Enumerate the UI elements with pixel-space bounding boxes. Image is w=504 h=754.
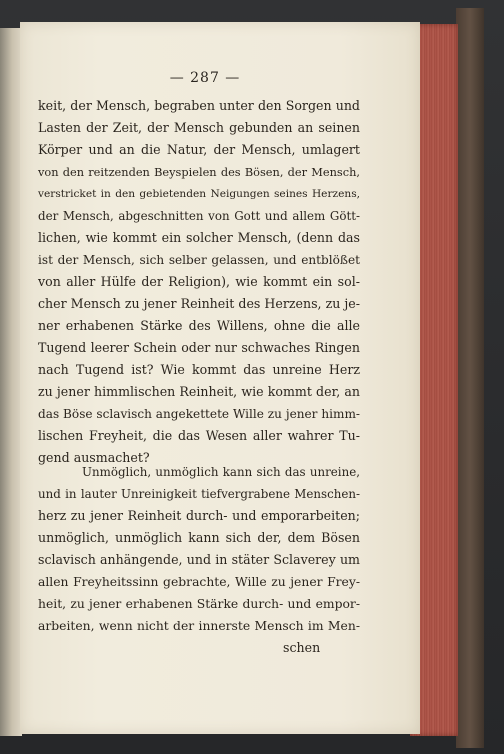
- text-line: herz zu jener Reinheit durch- und emporarbeiten;: [38, 508, 360, 523]
- catchword: schen: [283, 640, 321, 655]
- text-line: Tugend leerer Schein oder nur schwaches Ringen: [38, 340, 360, 355]
- text-line: lichen, wie kommt ein solcher Mensch, (denn das: [38, 230, 360, 245]
- text-line: cher Mensch zu jener Reinheit des Herzens, zu je-: [38, 296, 360, 311]
- text-line: der Mensch, abgeschnitten von Gott und allem Gött-: [38, 209, 360, 223]
- page-number-header: — 287 —: [169, 70, 241, 86]
- text-line: Körper und an die Natur, der Mensch, umlagert: [38, 142, 360, 157]
- text-line: sclavisch anhängende, und in stäter Sclaverey um: [38, 552, 360, 567]
- text-line: unmöglich, unmöglich kann sich der, dem Bösen: [38, 530, 360, 545]
- text-line: verstricket in den gebietenden Neigungen seines Herzens,: [38, 188, 360, 200]
- text-line: und in lauter Unreinigkeit tiefvergrabene Menschen-: [38, 487, 360, 501]
- text-line: von den reitzenden Beyspielen des Bösen, der Mensch,: [38, 165, 360, 179]
- text-line: von aller Hülfe der Religion), wie kommt ein sol-: [38, 274, 360, 289]
- text-line: Unmöglich, unmöglich kann sich das unreine,: [82, 465, 360, 479]
- text-line: das Böse sclavisch angekettete Wille zu jener himm-: [38, 407, 360, 421]
- text-line: arbeiten, wenn nicht der innerste Mensch im Men-: [38, 619, 360, 633]
- paragraph-1: [38, 95, 360, 469]
- text-line: nach Tugend ist? Wie kommt das unreine Herz: [38, 362, 360, 377]
- text-line: ner erhabenen Stärke des Willens, ohne die alle: [38, 318, 360, 333]
- text-line: Lasten der Zeit, der Mensch gebunden an seinen: [38, 120, 360, 135]
- text-line: lischen Freyheit, die das Wesen aller wahrer Tu-: [38, 428, 360, 443]
- paragraph-2: [38, 461, 360, 659]
- text-line: ist der Mensch, sich selber gelassen, und entblößet: [38, 253, 360, 267]
- text-line: zu jener himmlischen Reinheit, wie kommt der, an: [38, 384, 360, 399]
- book-cover-edge: [456, 8, 484, 748]
- text-line: allen Freyheitssinn gebrachte, Wille zu jener Frey-: [38, 575, 360, 589]
- text-line: gend ausmachet?: [38, 450, 150, 465]
- book-spine-left: [0, 28, 22, 736]
- text-line: keit, der Mensch, begraben unter den Sorgen und: [38, 98, 360, 113]
- text-line: heit, zu jener erhabenen Stärke durch- und empor-: [38, 597, 360, 611]
